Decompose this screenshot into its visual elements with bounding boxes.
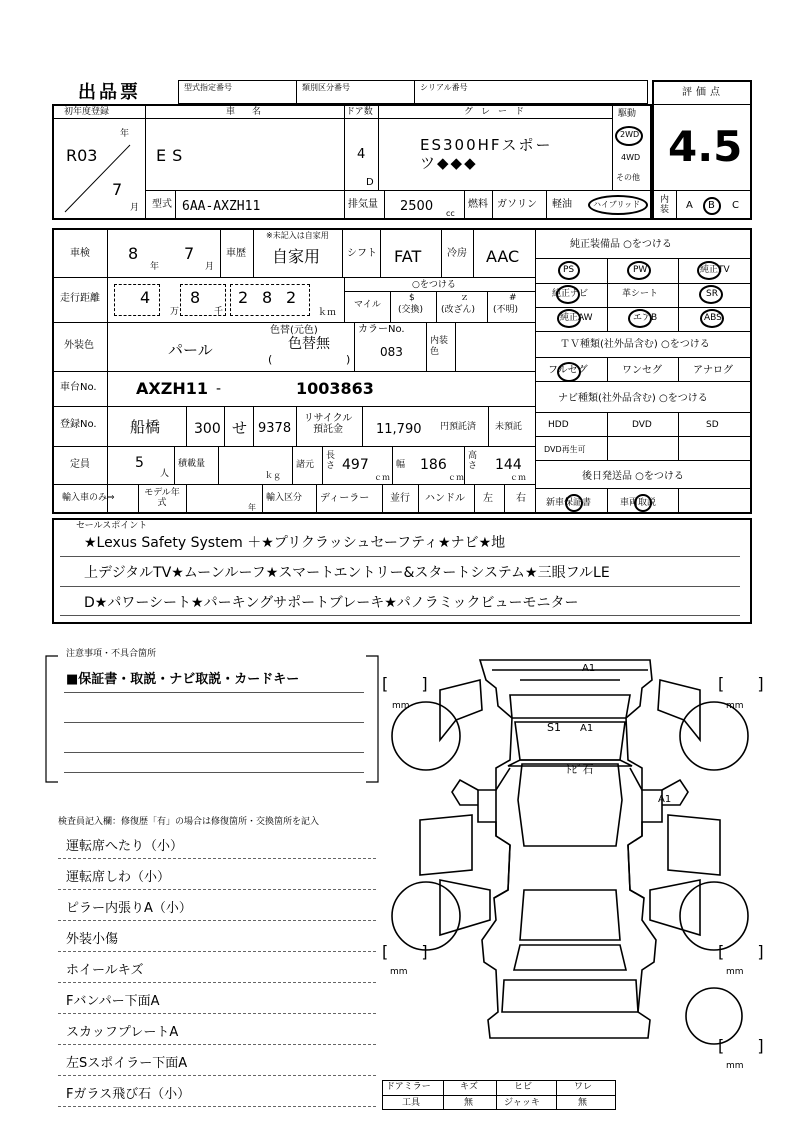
import-parallel: 並行 <box>390 493 410 504</box>
handle-label: ハンドル <box>425 493 465 504</box>
cc-unit: cc <box>446 209 455 218</box>
grade-line1: ES300HFスポー <box>420 136 553 154</box>
option-abs: ABS <box>704 313 722 323</box>
fuel-label: 燃料 <box>468 199 488 210</box>
model-code: 6AA-AXZH11 <box>182 199 261 214</box>
inspector-item-4: 外装小傷 <box>66 932 119 947</box>
option-aw-circle <box>557 309 581 328</box>
option-sr-circle <box>699 285 723 304</box>
inspector-item-7: スカッフプレートA <box>66 1025 179 1040</box>
handle-left: 左 <box>483 493 493 504</box>
tools-jack: ジャッキ <box>504 1098 540 1108</box>
mileage-man-unit: 万 <box>170 307 180 317</box>
mileage-exchange: (交換) <box>398 305 424 315</box>
fuel-hybrid-circle <box>588 195 648 215</box>
door-label: ドア数 <box>346 107 373 117</box>
mileage-km-unit: ｋｍ <box>318 308 337 318</box>
recycle-amount: 11,790 <box>376 422 422 437</box>
recycle-deposited: 円預託済 <box>440 422 477 432</box>
diagram-mark-right: A1 <box>658 794 672 805</box>
mileage-mark-label: ○をつける <box>412 280 456 290</box>
docs-warranty-circle <box>565 494 583 512</box>
load-unit: ｋｇ <box>265 471 281 480</box>
inspector-item-3: ピラー内張りA（小） <box>66 901 192 916</box>
option-abs-circle <box>700 309 724 328</box>
width-unit: ｃｍ <box>448 473 464 482</box>
inspector-item-5: ホイールキズ <box>66 963 144 978</box>
door-count: 4 <box>357 147 366 162</box>
width-label: 幅 <box>396 460 406 470</box>
drive-label: 駆動 <box>618 109 637 119</box>
option-ps: PS <box>563 265 575 275</box>
tools-break-value: 無 <box>578 1098 588 1108</box>
tv-title: ＴＶ種類(社外品含む) ○をつける <box>560 339 710 350</box>
chassis-model: AXZH11 <box>136 379 208 398</box>
sales-line-3: D★パワーシート★パーキングサポートブレーキ★パノラミックビューモニター <box>84 595 579 611</box>
nav-sd: SD <box>706 420 719 430</box>
tread-mm-fr: mm <box>726 701 744 711</box>
nav-dvd: DVD <box>632 420 652 430</box>
option-pw-circle <box>627 261 651 280</box>
diagram-mark-chip: ﾄﾋﾞ石 <box>566 763 594 776</box>
mileage-digit-4: 8 <box>262 288 273 307</box>
date-slash <box>60 140 140 215</box>
shaken-month: 7 <box>184 244 195 263</box>
score-value: 4.5 <box>668 122 743 171</box>
tread-mm-spare: mm <box>726 1061 744 1071</box>
load-label: 積載量 <box>178 459 206 469</box>
drive-2wd-circle <box>615 126 643 146</box>
reg-kana: せ <box>232 419 248 437</box>
option-aw: 純正AW <box>560 313 593 323</box>
history-label: 車歴 <box>226 248 246 259</box>
tv-fullseg: フルセグ <box>548 365 588 376</box>
sales-line-1: ★Lexus Safety System ＋★プリクラッシュセーフティ★ナビ★地 <box>84 535 506 551</box>
tread-mm-fl: mm <box>392 701 410 711</box>
recycle-not-deposited: 未預託 <box>495 422 523 432</box>
mileage-mile: マイル <box>354 300 381 310</box>
id-number-box <box>178 80 648 104</box>
mileage-digit-5: 2 <box>286 288 297 307</box>
diagram-mark-roof: A1 <box>580 723 594 734</box>
exterior-color: パール <box>168 341 213 359</box>
tread-mm-rr: mm <box>726 967 744 977</box>
option-navi: 純正ナビ <box>552 289 589 299</box>
inspector-item-2: 運転席しわ（小） <box>66 870 171 885</box>
car-damage-diagram <box>380 640 760 1080</box>
docs-title: 後日発送品 ○をつける <box>582 471 684 482</box>
tools-header-crack: ヒビ <box>514 1082 533 1092</box>
model-no-label: 型式指定番号 <box>184 83 232 92</box>
grade-label: グレード <box>464 107 533 117</box>
option-airbag: エアB <box>633 313 658 323</box>
reg-label: 登録No. <box>60 419 97 430</box>
color-change: 色替無 <box>288 336 330 352</box>
mileage-tamper: (改ざん) <box>441 305 476 315</box>
inspector-label: 検査員記入欄：修復歴「有」の場合は修復箇所・交換箇所を記入 <box>58 817 320 827</box>
drive-4wd: 4WD <box>621 153 641 162</box>
reg-city: 船橋 <box>130 418 161 436</box>
tamper-symbol: ｚ <box>460 293 470 303</box>
reg-class: 300 <box>194 421 221 437</box>
shaken-year-unit: 年 <box>150 262 160 272</box>
shift-label: シフト <box>347 248 377 259</box>
door-type: D <box>366 177 374 188</box>
handle-right: 右 <box>516 493 526 504</box>
tools-header-mirror: ドアミラー <box>386 1082 431 1092</box>
displacement-label: 排気量 <box>348 199 378 210</box>
mileage-unknown: (不明) <box>493 305 519 315</box>
drive-other: その他 <box>616 173 640 182</box>
tools-header-break: ワレ <box>574 1082 593 1092</box>
capacity-label: 定員 <box>70 459 90 470</box>
tread-mm-rl: mm <box>390 967 408 977</box>
option-airbag-circle <box>628 309 652 328</box>
inspector-item-9: Fガラス飛び石（小） <box>66 1087 191 1102</box>
shift-value: FAT <box>394 247 422 266</box>
color-change-label: 色替(元色) <box>270 325 318 336</box>
nav-dvd-play: DVD再生可 <box>544 445 586 454</box>
tools-scratch-value: 無 <box>464 1098 474 1108</box>
notes-line-1: ■保証書・取説・ナビ取説・カードキー <box>66 672 300 687</box>
chassis-dash: - <box>216 381 222 397</box>
exchange-symbol: $ <box>409 293 415 303</box>
chassis-label: 車台No. <box>60 382 97 393</box>
displacement: 2500 <box>400 199 434 214</box>
model-year-label: モデル年式 <box>144 488 180 508</box>
option-tv-circle <box>697 261 721 280</box>
color-no-label: カラーNo. <box>358 324 405 335</box>
import-dealer: ディーラー <box>320 493 370 504</box>
tv-analog: アナログ <box>693 365 733 376</box>
ac-label: 冷房 <box>447 248 467 259</box>
height-unit: ｃｍ <box>510 473 526 482</box>
nav-title: ナビ種類(社外品含む) ○をつける <box>558 393 708 404</box>
interior-color-label: 内装色 <box>430 336 449 357</box>
option-tv: 純正TV <box>700 265 730 275</box>
tv-oneseg: ワンセグ <box>622 365 662 376</box>
length-label: 長さ <box>326 451 336 471</box>
dims-label: 諸元 <box>296 460 315 470</box>
options-title: 純正装備品 ○をつける <box>570 239 672 250</box>
diagram-mark-s1: S1 <box>547 721 561 734</box>
chassis-number: 1003863 <box>296 379 374 398</box>
interior-a: A <box>686 200 693 211</box>
interior-b: B <box>708 200 715 211</box>
mileage-sen-unit: 千 <box>214 307 224 317</box>
score-label: 評価点 <box>682 87 724 98</box>
mileage-box-1 <box>114 284 160 316</box>
import-type-label: 輸入区分 <box>266 493 303 503</box>
ac-value: AAC <box>486 247 520 266</box>
first-reg-label: 初年度登録 <box>64 107 110 117</box>
option-leather: 革シート <box>622 289 659 299</box>
first-reg-month: 7 <box>112 180 123 199</box>
option-ps-circle <box>558 261 580 280</box>
length-unit: ｃｍ <box>374 473 390 482</box>
sales-label: セールスポイント <box>76 521 148 531</box>
history-note: ※未記入は自家用 <box>266 231 329 240</box>
mileage-digit-2: 8 <box>190 288 201 307</box>
docs-warranty: 新車保証書 <box>546 498 592 508</box>
fuel-diesel: 軽油 <box>552 199 572 210</box>
mileage-label: 走行距離 <box>60 293 100 304</box>
month-unit: 月 <box>130 203 140 213</box>
interior-c: C <box>732 200 739 211</box>
capacity-unit: 人 <box>160 469 170 479</box>
inspector-item-6: Fバンパー下面A <box>66 994 160 1009</box>
inspector-item-8: 左Sスポイラー下面A <box>66 1056 188 1071</box>
option-navi-circle <box>556 285 580 304</box>
color-no: 083 <box>380 345 403 359</box>
class-no-label: 類別区分番号 <box>302 83 350 92</box>
docs-manual: 車両取説 <box>620 498 657 508</box>
nav-hdd: HDD <box>548 420 569 430</box>
tools-header-scratch: キズ <box>460 1082 478 1092</box>
form-title: 出品票 <box>78 82 141 103</box>
import-label: 輸入車のみ⇒ <box>62 493 115 503</box>
mileage-digit-3: 2 <box>238 288 249 307</box>
model-label: 型式 <box>152 199 172 210</box>
height-label: 高さ <box>468 451 478 471</box>
fuel-hybrid: ハイブリッド <box>593 200 641 209</box>
car-name-label: 車 名 <box>226 107 266 117</box>
serial-label: シリアル番号 <box>420 83 468 92</box>
car-name: ES <box>156 146 189 165</box>
height-value: 144 <box>495 457 522 473</box>
first-reg-year: R03 <box>66 146 98 165</box>
length-value: 497 <box>342 457 369 473</box>
tools-tool: 工具 <box>402 1098 421 1108</box>
shaken-month-unit: 月 <box>205 262 215 272</box>
shaken-label: 車検 <box>70 248 90 259</box>
exterior-label: 外装色 <box>64 340 94 351</box>
width-value: 186 <box>420 457 447 473</box>
diagram-mark-front: A1 <box>582 663 596 674</box>
fuel-gasoline: ガソリン <box>497 199 537 210</box>
model-year-unit: 年 <box>248 503 256 512</box>
drive-2wd: 2WD <box>620 130 640 139</box>
tv-fullseg-circle <box>557 362 581 382</box>
shaken-year: 8 <box>128 244 139 263</box>
unknown-symbol: # <box>509 293 517 303</box>
reg-number: 9378 <box>258 421 292 436</box>
inspector-item-1: 運転席へたり（小） <box>66 839 184 854</box>
notes-label: 注意事項・不具合箇所 <box>66 649 157 659</box>
docs-manual-circle <box>634 494 652 512</box>
mileage-digit-1: 4 <box>140 288 151 307</box>
interior-grade-label: 内装 <box>660 195 670 215</box>
option-sr: SR <box>706 289 718 299</box>
sales-line-2: 上デジタルTV★ムーンルーフ★スマートエントリー&スタートシステム★三眼フルLE <box>84 565 610 581</box>
recycle-label: リサイクル預託金 <box>303 413 353 435</box>
year-unit: 年 <box>120 129 130 139</box>
history-value: 自家用 <box>272 247 321 266</box>
interior-b-circle <box>703 197 721 215</box>
capacity-value: 5 <box>135 455 144 471</box>
option-pw: PW <box>633 265 648 275</box>
grade-line2: ツ◆◆◆ <box>420 154 478 172</box>
